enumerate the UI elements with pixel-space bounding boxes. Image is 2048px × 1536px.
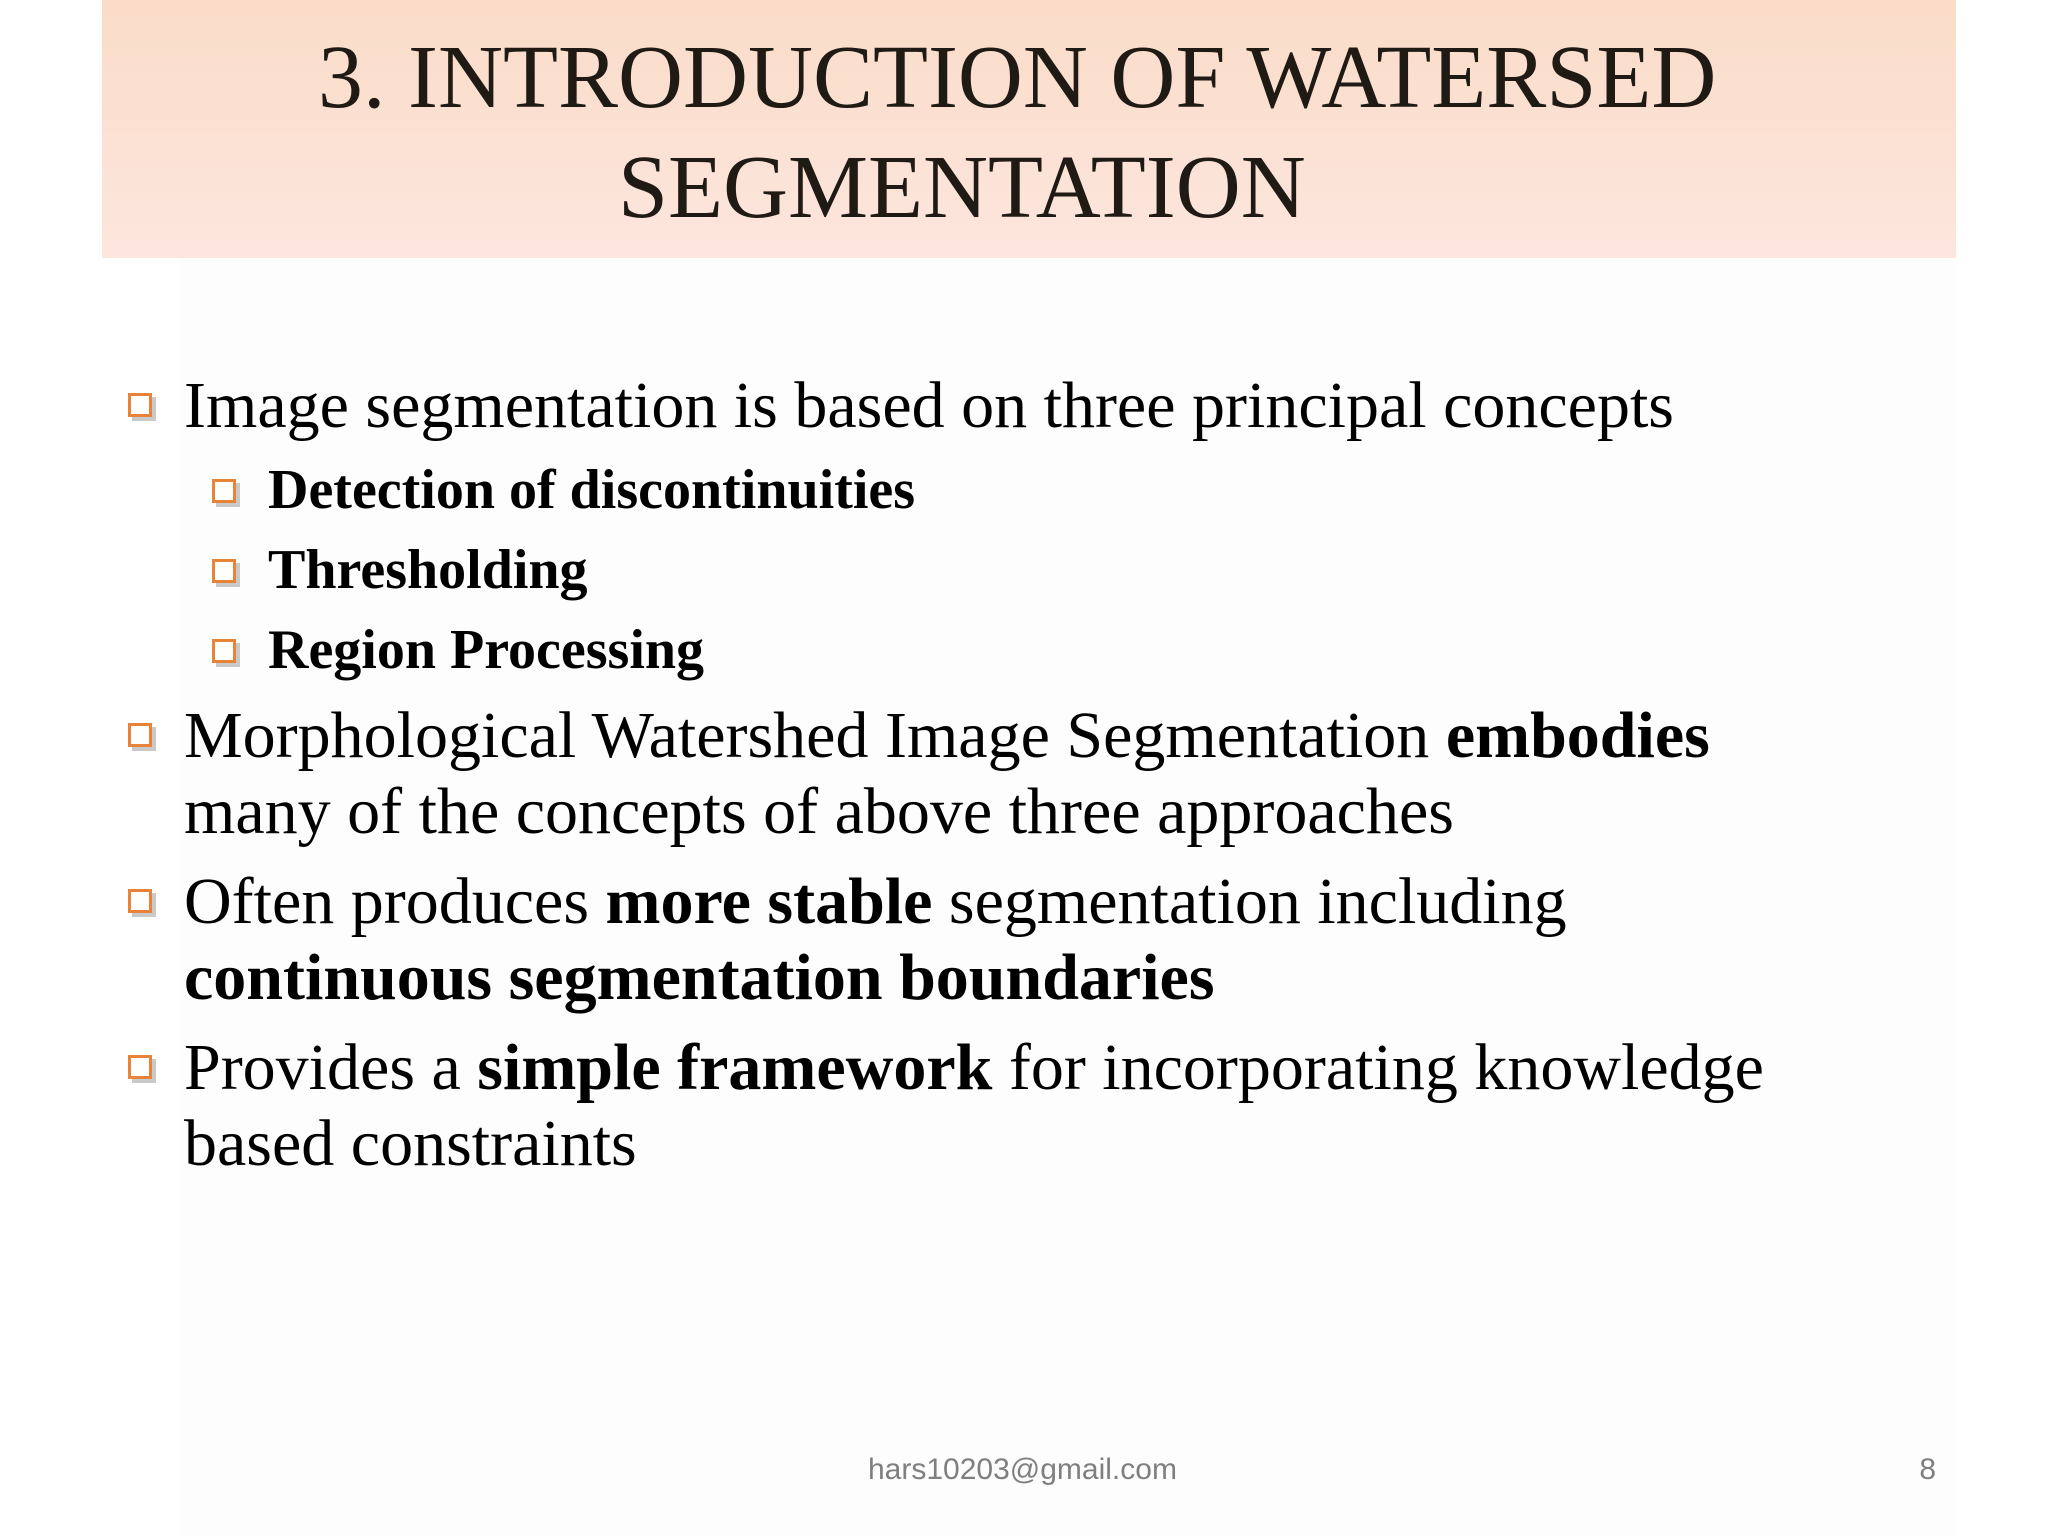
sub-bullet-text-1: Detection of discontinuities [268, 459, 916, 521]
bullet-text-2-line-2: many of the concepts of above three approaches [184, 775, 1454, 848]
bullet-3-emphasis: more stable [605, 865, 933, 938]
square-bullet-icon [128, 1055, 152, 1079]
bullet-4-emphasis: simple framework [477, 1031, 993, 1104]
slide-number: 8 [1919, 1453, 1936, 1486]
square-bullet-icon [212, 639, 236, 663]
bullet-text-3-line-2: continuous segmentation boundaries [184, 941, 1215, 1014]
slide-title-line-1: 3. INTRODUCTION OF WATERSED [318, 28, 1717, 127]
square-bullet-icon [212, 559, 236, 583]
bullet-text-2: Morphological Watershed Image Segmentation embodies [184, 699, 1710, 772]
square-bullet-icon [212, 479, 236, 503]
square-bullet-icon [128, 889, 152, 913]
slide-title-line-2: SEGMENTATION [618, 138, 1306, 237]
bullet-text-3: Often produces more stable segmentation including [184, 865, 1567, 938]
sub-bullet-text-2: Thresholding [268, 539, 588, 601]
bullet-text-4: Provides a simple framework for incorporating knowledge [184, 1031, 1764, 1104]
footer-email: hars10203@gmail.com [868, 1453, 1177, 1486]
bullet-text-4-line-2: based constraints [184, 1107, 637, 1180]
sub-bullet-text-3: Region Processing [268, 619, 705, 681]
bullet-text-1: Image segmentation is based on three principal concepts [184, 369, 1674, 442]
bullet-2-emphasis: embodies [1445, 699, 1710, 772]
square-bullet-icon [128, 723, 152, 747]
square-bullet-icon [128, 393, 152, 417]
